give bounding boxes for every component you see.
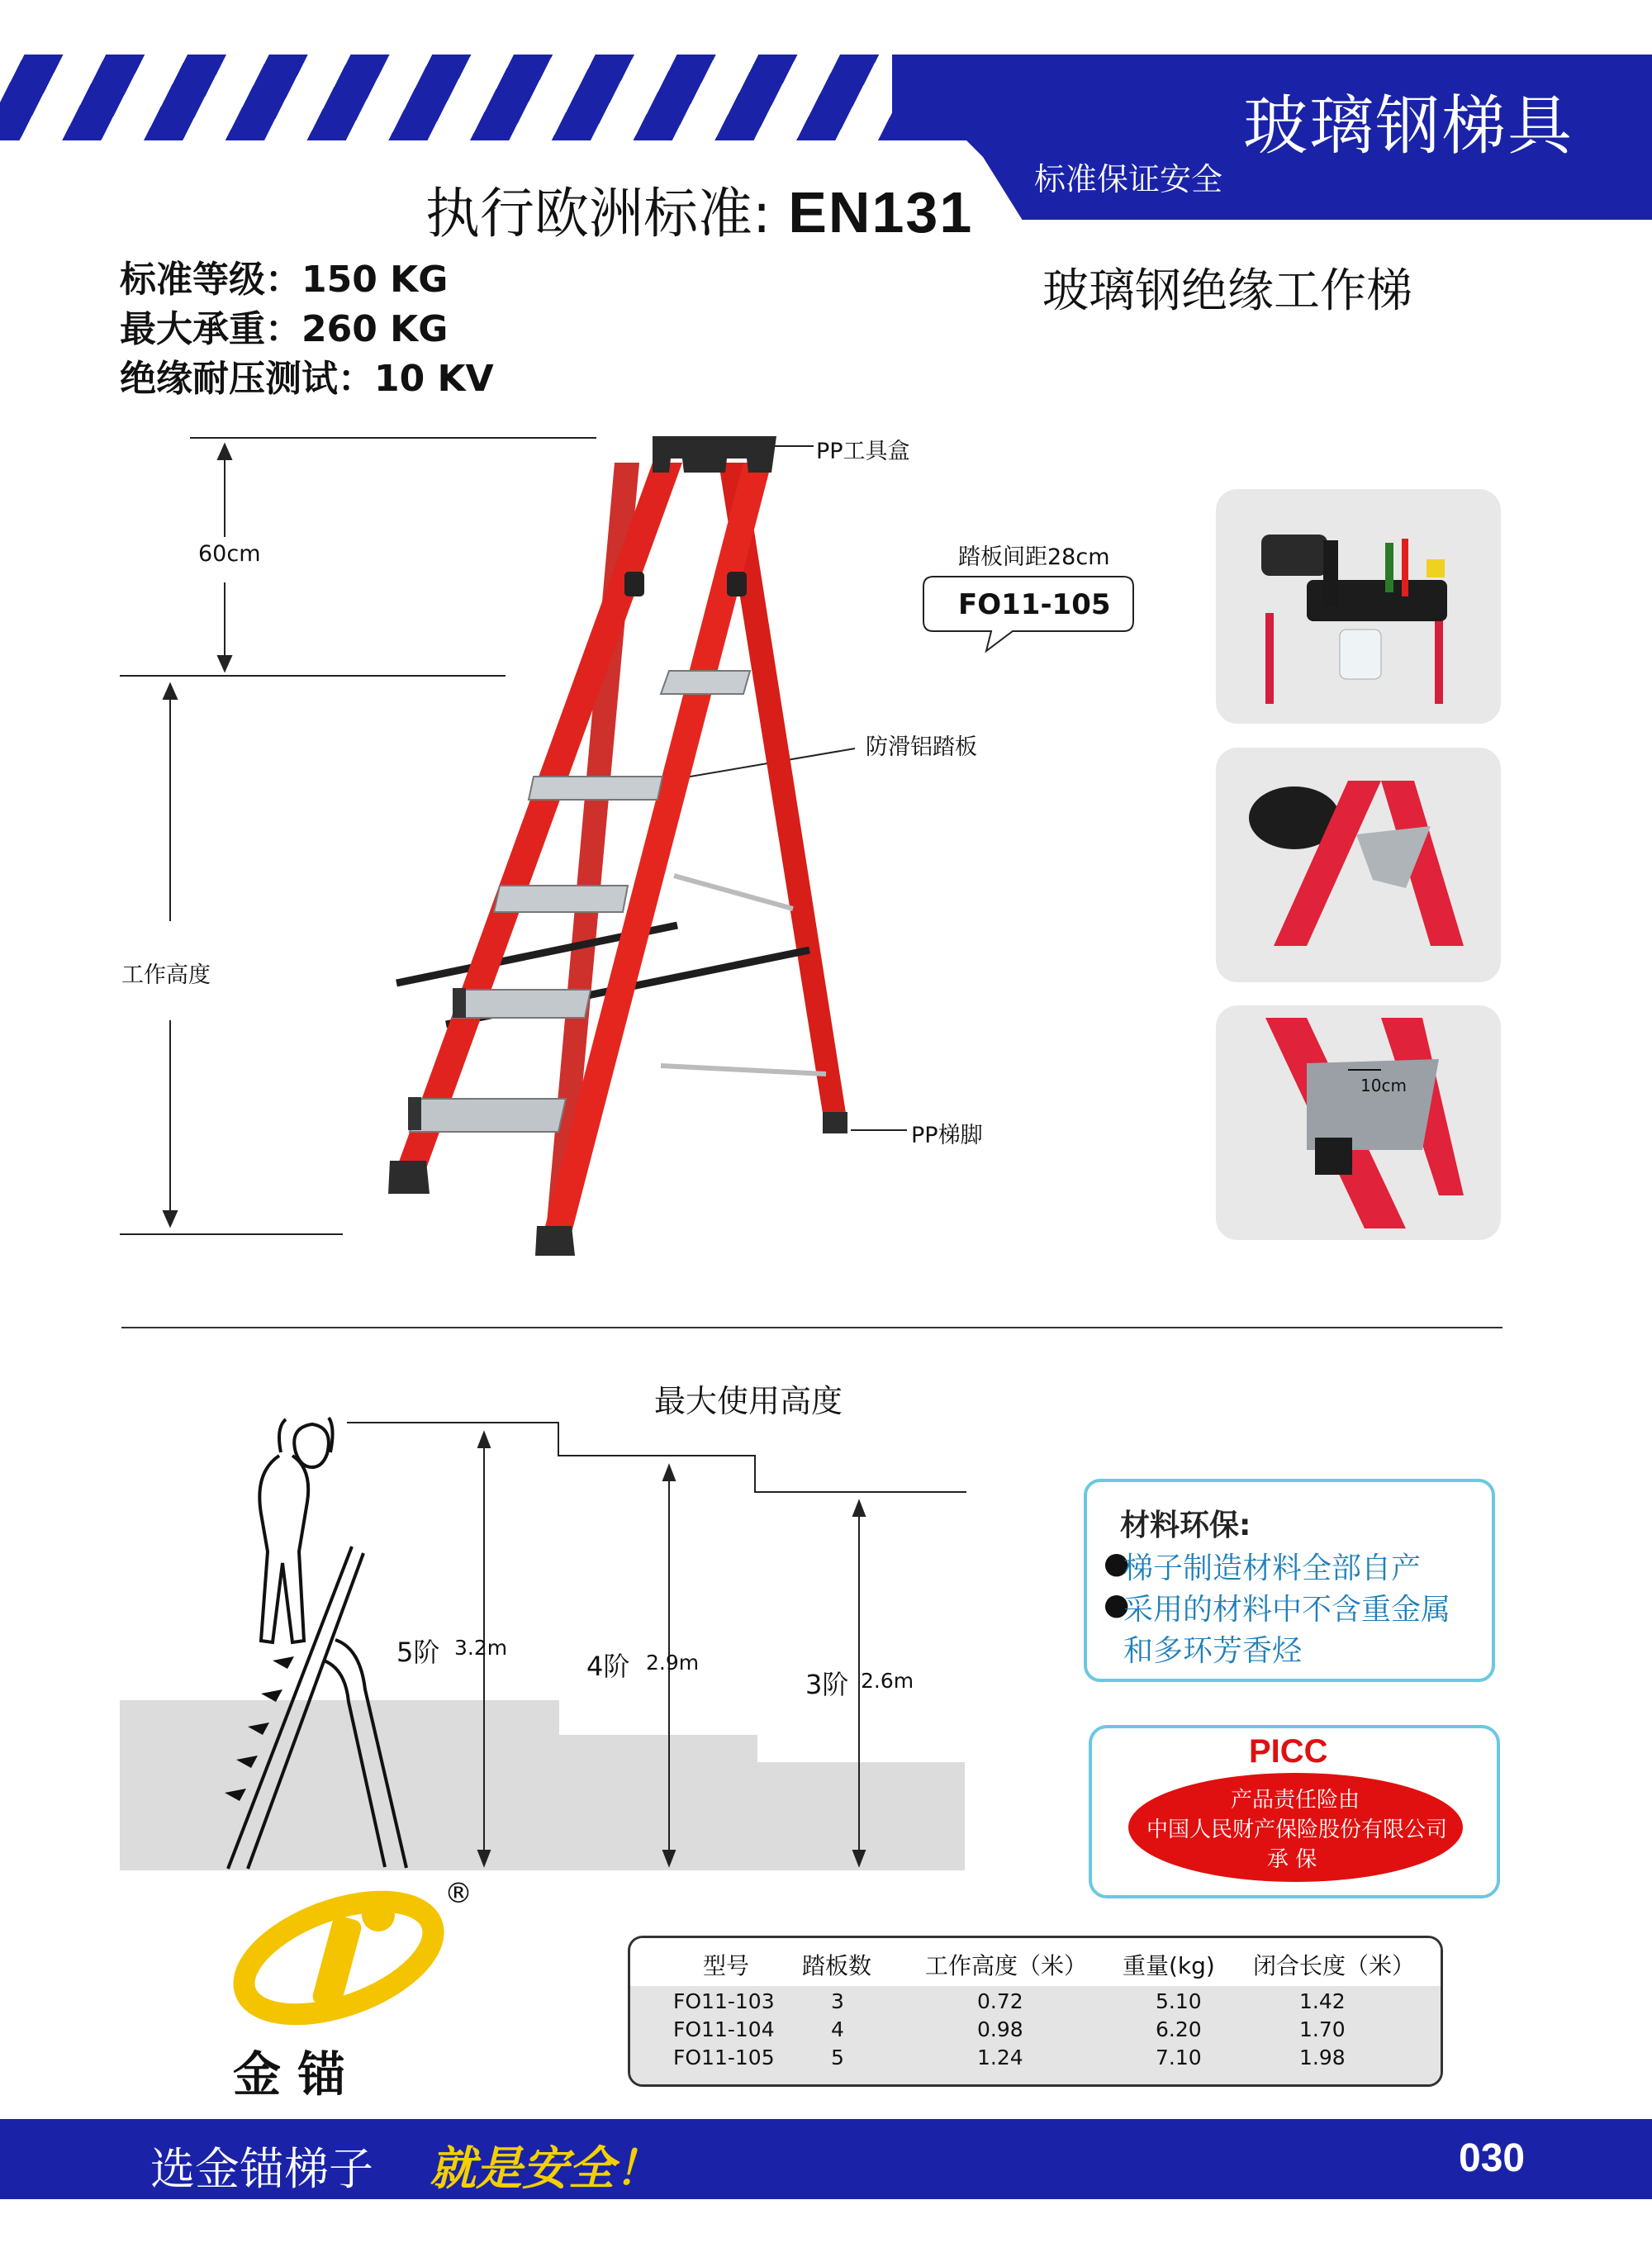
table-cell: 0.98	[977, 2017, 1023, 2041]
spec-max-load: 最大承重：260 KG	[120, 308, 449, 350]
th-model: 型号	[703, 1952, 750, 1979]
height-5-steps: 5阶	[396, 1637, 440, 1668]
spec-grade: 标准等级：150 KG	[120, 259, 449, 301]
table-header-row	[630, 1938, 1441, 1986]
table-cell: 5	[831, 2046, 844, 2069]
table-cell: 6.20	[1156, 2017, 1202, 2041]
height-3-steps: 3阶	[805, 1669, 849, 1700]
bullet-icon: ●	[1104, 1547, 1130, 1580]
picc-line1: 产品责任险由	[1231, 1788, 1360, 1813]
step-spacing-label: 踏板间距28cm	[958, 544, 1110, 570]
th-weight: 重量(kg)	[1123, 1952, 1215, 1979]
table-cell: 1.42	[1299, 1989, 1346, 2013]
insurance-box	[1089, 1725, 1500, 1898]
dim-top-label: 60cm	[198, 541, 261, 567]
height-4-steps: 4阶	[586, 1651, 630, 1682]
standard-prefix: 执行欧洲标准:	[425, 182, 771, 245]
materials-line1: 梯子制造材料全部自产	[1123, 1551, 1422, 1585]
table-cell: FO11-103	[673, 1989, 775, 2013]
product-name: 玻璃钢绝缘工作梯	[1042, 264, 1412, 318]
footer-bar	[0, 2119, 1652, 2199]
tread-width-label: 10cm	[1360, 1076, 1407, 1095]
registered-mark: ®	[444, 1877, 472, 1910]
table-body	[630, 1986, 1441, 2087]
materials-box	[1084, 1479, 1495, 1682]
label-pp-feet: PP梯脚	[911, 1123, 983, 1148]
th-closed-length: 闭合长度（米）	[1253, 1952, 1416, 1979]
spec-table	[628, 1936, 1443, 2087]
table-cell: 1.70	[1299, 2017, 1346, 2041]
page-subtitle: 标准保证安全	[1034, 161, 1223, 197]
materials-line2: 采用的材料中不含重金属	[1123, 1593, 1451, 1627]
th-steps: 踏板数	[802, 1952, 872, 1979]
page-title: 玻璃钢梯具	[1243, 89, 1574, 164]
dim-working-height-label: 工作高度	[121, 962, 211, 988]
picc-line3: 承 保	[1267, 1847, 1317, 1872]
table-cell: FO11-104	[673, 2017, 775, 2041]
table-cell: 5.10	[1156, 1989, 1202, 2013]
bullet-icon: ●	[1104, 1588, 1130, 1622]
table-cell: 1.98	[1299, 2046, 1346, 2069]
height-3-value: 2.6m	[861, 1669, 914, 1693]
standard-code: EN131	[788, 180, 974, 245]
brand-logo-mark	[223, 1884, 471, 2032]
materials-title: 材料环保:	[1120, 1509, 1251, 1542]
label-tread: 防滑铝踏板	[866, 734, 977, 760]
table-cell: 1.24	[977, 2046, 1023, 2069]
height-chart-title: 最大使用高度	[654, 1383, 843, 1419]
th-working-height: 工作高度（米）	[925, 1952, 1088, 1979]
brand-name: 金 锚	[233, 2046, 346, 2103]
table-cell: 4	[831, 2017, 844, 2041]
spec-voltage: 绝缘耐压测试：10 KV	[120, 358, 494, 400]
model-callout-text: FO11-105	[958, 588, 1111, 621]
footer-slogan1: 选金锚梯子	[150, 2143, 373, 2195]
height-4-value: 2.9m	[646, 1651, 700, 1675]
table-cell: FO11-105	[673, 2046, 775, 2069]
materials-line3: 和多环芳香烃	[1123, 1634, 1303, 1668]
page-number: 030	[1459, 2136, 1526, 2180]
picc-line2: 中国人民财产保险股份有限公司	[1146, 1817, 1448, 1842]
table-cell: 3	[831, 1989, 844, 2013]
height-5-value: 3.2m	[454, 1636, 508, 1660]
picc-brand: PICC	[1249, 1733, 1328, 1770]
label-pp-toolbox: PP工具盒	[816, 439, 910, 464]
table-cell: 0.72	[977, 1989, 1023, 2013]
footer-slogan2: 就是安全！	[430, 2141, 661, 2196]
table-cell: 7.10	[1156, 2046, 1202, 2069]
